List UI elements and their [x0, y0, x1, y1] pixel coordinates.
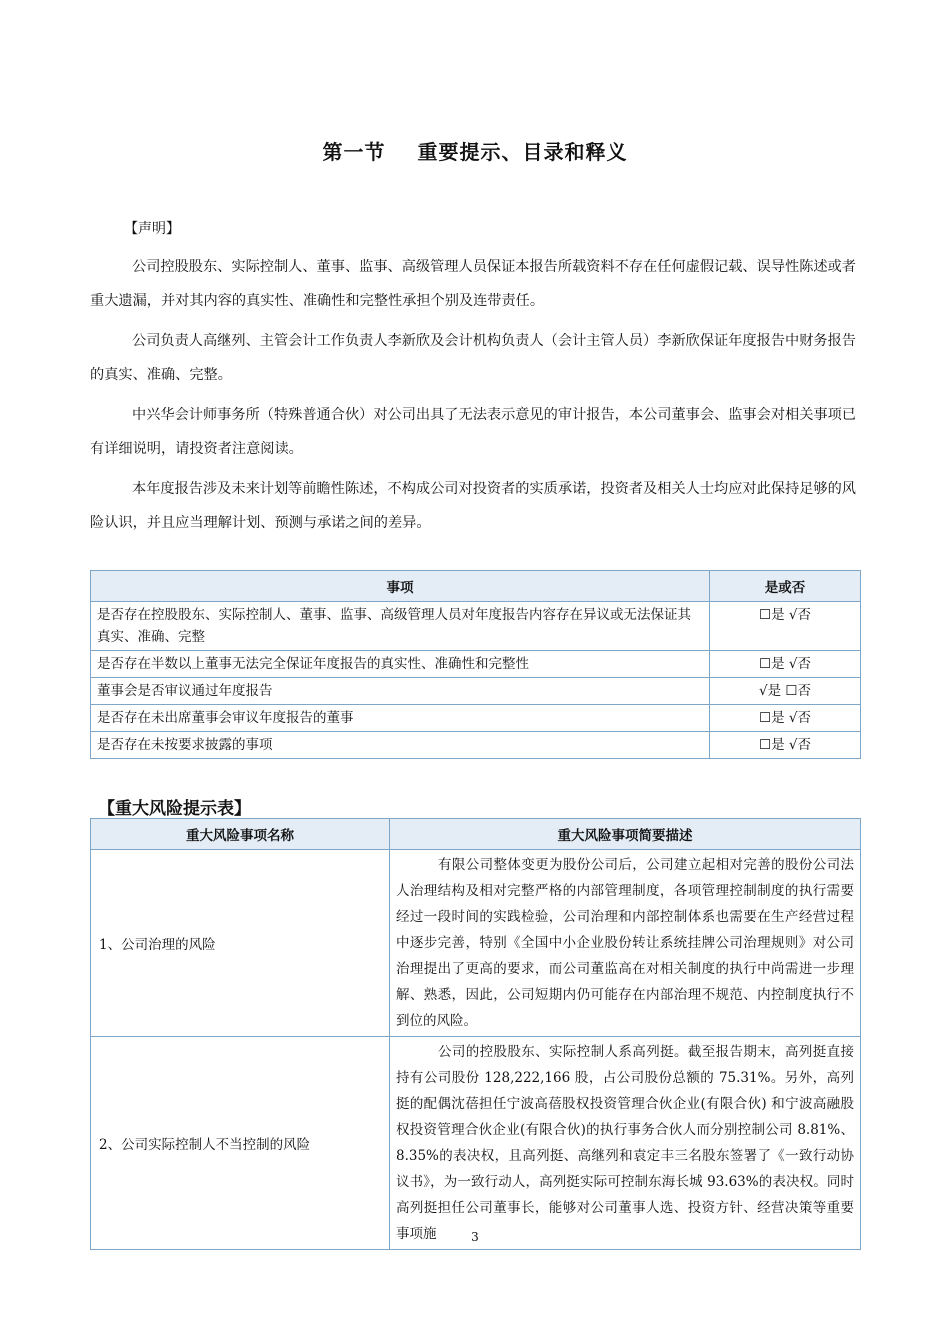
- matter-answer: √是 ☐否: [710, 678, 861, 705]
- risk-name: 1、公司治理的风险: [91, 850, 390, 1037]
- table-row: [91, 850, 861, 1037]
- column-header-item: 事项: [91, 571, 710, 602]
- matter-item: 董事会是否审议通过年度报告: [91, 678, 710, 705]
- column-header-answer: 是或否: [710, 571, 861, 602]
- matter-answer: ☐是 √否: [710, 602, 861, 651]
- column-header-risk-name: 重大风险事项名称: [91, 819, 390, 850]
- notice-label: 【声明】: [124, 221, 180, 237]
- section-number: 第一节: [322, 140, 386, 164]
- matter-item: 是否存在未出席董事会审议年度报告的董事: [91, 705, 710, 732]
- table-header-row: [91, 819, 861, 850]
- risk-description: 公司的控股股东、实际控制人系高列挺。截至报告期末，高列挺直接持有公司股份 128,222,166 股，占公司股份总额的 75.31%。另外，高列挺的配偶沈蓓担任宁波高蓓股权投资管理合伙企业(有限合伙) 和宁波高融股权投资管理合伙企业(有限合伙)的执行事务合伙人而分别控制公司 8.81%、8.35%的表决权，且高列挺、高继列和袁定丰三名股东签署了《一致行动协议书》，为一致行动人，高列挺实际可控制东海长城 93.63%的表决权。同时高列挺担任公司董事长，能够对公司董事人选、投资方针、经营决策等重要事项施: [390, 1037, 861, 1250]
- risk-table-heading: 【重大风险提示表】: [98, 799, 251, 819]
- table-row: [91, 732, 861, 759]
- table-row: [91, 1037, 861, 1250]
- matters-table: [90, 570, 861, 759]
- matter-item: 是否存在控股股东、实际控制人、董事、监事、高级管理人员对年度报告内容存在异议或无法保证其真实、准确、完整: [91, 602, 710, 651]
- table-row: [91, 678, 861, 705]
- risk-name: 2、公司实际控制人不当控制的风险: [91, 1037, 390, 1250]
- section-title: [0, 136, 950, 165]
- page-number: 3: [471, 1230, 479, 1244]
- paragraph-declaration: 公司控股股东、实际控制人、董事、监事、高级管理人员保证本报告所载资料不存在任何虚假记载、误导性陈述或者重大遗漏，并对其内容的真实性、准确性和完整性承担个别及连带责任。: [90, 259, 856, 309]
- matter-answer: ☐是 √否: [710, 651, 861, 678]
- risk-description: 有限公司整体变更为股份公司后，公司建立起相对完善的股份公司法人治理结构及相对完整严格的内部管理制度，各项管理控制制度的执行需要经过一段时间的实践检验，公司治理和内部控制体系也需要在生产经营过程中逐步完善，特别《全国中小企业股份转让系统挂牌公司治理规则》对公司治理提出了更高的要求，而公司董监高在对相关制度的执行中尚需进一步理解、熟悉，因此，公司短期内仍可能存在内部治理不规范、内控制度执行不到位的风险。: [390, 850, 861, 1037]
- section-name: 重要提示、目录和释义: [417, 140, 628, 164]
- matter-item: 是否存在未按要求披露的事项: [91, 732, 710, 759]
- table-row: [91, 602, 861, 651]
- paragraph-responsibility: 公司负责人高继列、主管会计工作负责人李新欣及会计机构负责人（会计主管人员）李新欣保证年度报告中财务报告的真实、准确、完整。: [90, 333, 856, 383]
- column-header-risk-desc: 重大风险事项简要描述: [390, 819, 861, 850]
- paragraph-audit: 中兴华会计师事务所（特殊普通合伙）对公司出具了无法表示意见的审计报告，本公司董事会、监事会对相关事项已有详细说明，请投资者注意阅读。: [90, 407, 856, 457]
- matter-answer: ☐是 √否: [710, 732, 861, 759]
- table-row: [91, 651, 861, 678]
- risk-table: [90, 818, 861, 1250]
- matter-answer: ☐是 √否: [710, 705, 861, 732]
- table-row: [91, 705, 861, 732]
- matter-item: 是否存在半数以上董事无法完全保证年度报告的真实性、准确性和完整性: [91, 651, 710, 678]
- paragraph-forward-looking: 本年度报告涉及未来计划等前瞻性陈述，不构成公司对投资者的实质承诺，投资者及相关人士均应对此保持足够的风险认识，并且应当理解计划、预测与承诺之间的差异。: [90, 481, 856, 531]
- table-header-row: [91, 571, 861, 602]
